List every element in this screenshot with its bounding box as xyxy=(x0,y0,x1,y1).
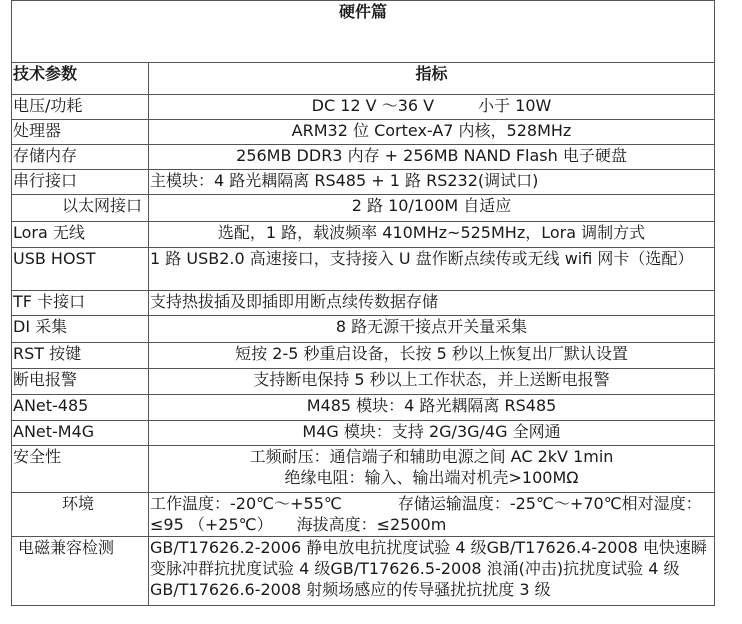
table-row xyxy=(12,120,715,145)
row-value: M4G 模块：支持 2G/3G/4G 全网通 xyxy=(149,421,715,446)
row-value: 256MB DDR3 内存 + 256MB NAND Flash 电子硬盘 xyxy=(149,145,715,170)
row-value xyxy=(149,493,715,537)
row-value: 主模块：4 路光耦隔离 RS485 + 1 路 RS232(调试口) xyxy=(149,170,715,195)
row-value xyxy=(149,446,715,493)
table-row xyxy=(12,493,715,537)
row-value xyxy=(149,95,715,120)
row-value: 支持热拔插及即插即用断点续传数据存储 xyxy=(149,291,715,316)
table-row xyxy=(12,537,715,606)
row-label: 环境 xyxy=(12,493,149,537)
row-label: RST 按键 xyxy=(12,343,149,369)
row-value: 短按 2-5 秒重启设备，长按 5 秒以上恢复出厂默认设置 xyxy=(149,343,715,369)
insulation-resistance: 绝缘电阻：输入、输出端对机壳>100MΩ xyxy=(284,468,579,487)
power-value: 小于 10W xyxy=(478,96,552,115)
row-value: GB/T17626.2-2006 静电放电抗扰度试验 4 级GB/T17626.4-2008 电快速瞬变脉冲群抗扰度试验 4 级GB/T17626.5-2008 浪涌(冲击)抗扰度试验 4 级GB/T17626.6-2008 射频场感应的传导骚扰抗扰度 3 级 xyxy=(149,537,715,606)
row-label: 电磁兼容检测 xyxy=(12,537,149,606)
hardware-spec-table xyxy=(11,0,715,606)
table-row xyxy=(12,369,715,395)
row-label: DI 采集 xyxy=(12,316,149,343)
row-label: 以太网接口 xyxy=(12,195,149,222)
altitude: 海拔高度：≤2500m xyxy=(296,515,447,534)
row-label: Lora 无线 xyxy=(12,222,149,248)
row-value: 支持断电保持 5 秒以上工作状态，并上送断电报警 xyxy=(149,369,715,395)
withstand-voltage: 工频耐压：通信端子和辅助电源之间 AC 2kV 1min xyxy=(249,447,614,466)
row-value: M485 模块：4 路光耦隔离 RS485 xyxy=(149,395,715,421)
table-row xyxy=(12,170,715,195)
table-row xyxy=(12,291,715,316)
table-row xyxy=(12,248,715,291)
row-label: ANet-M4G xyxy=(12,421,149,446)
row-label: 安全性 xyxy=(12,446,149,493)
row-label: 处理器 xyxy=(12,120,149,145)
row-label: USB HOST xyxy=(12,248,149,291)
header-param: 技术参数 xyxy=(12,63,149,95)
row-label: 串行接口 xyxy=(12,170,149,195)
row-value: 选配，1 路，载波频率 410MHz~525MHz，Lora 调制方式 xyxy=(149,222,715,248)
table-row xyxy=(12,343,715,369)
table-row xyxy=(12,316,715,343)
table-row xyxy=(12,446,715,493)
row-label: 存储内存 xyxy=(12,145,149,170)
row-value: 8 路无源干接点开关量采集 xyxy=(149,316,715,343)
header-spec: 指标 xyxy=(149,63,715,95)
table-row xyxy=(12,95,715,120)
row-value: ARM32 位 Cortex-A7 内核，528MHz xyxy=(149,120,715,145)
row-value: 1 路 USB2.0 高速接口，支持接入 U 盘作断点续传或无线 wifi 网卡（选配） xyxy=(149,248,715,291)
table-row xyxy=(12,421,715,446)
table-title: 硬件篇 xyxy=(12,1,715,63)
operating-temperature: 工作温度：-20℃～+55℃ xyxy=(150,494,342,513)
table-row xyxy=(12,222,715,248)
table-row xyxy=(12,145,715,170)
row-label: TF 卡接口 xyxy=(12,291,149,316)
row-label: 电压/功耗 xyxy=(12,95,149,120)
storage-temperature-humidity: 存储运输温度：-25℃～+70℃相对湿度：≤95 （+25℃） xyxy=(150,494,702,534)
row-label: ANet-485 xyxy=(12,395,149,421)
row-value: 2 路 10/100M 自适应 xyxy=(149,195,715,222)
row-label: 断电报警 xyxy=(12,369,149,395)
table-row xyxy=(12,395,715,421)
table-row xyxy=(12,195,715,222)
voltage-value: DC 12 V ～36 V xyxy=(311,96,435,115)
